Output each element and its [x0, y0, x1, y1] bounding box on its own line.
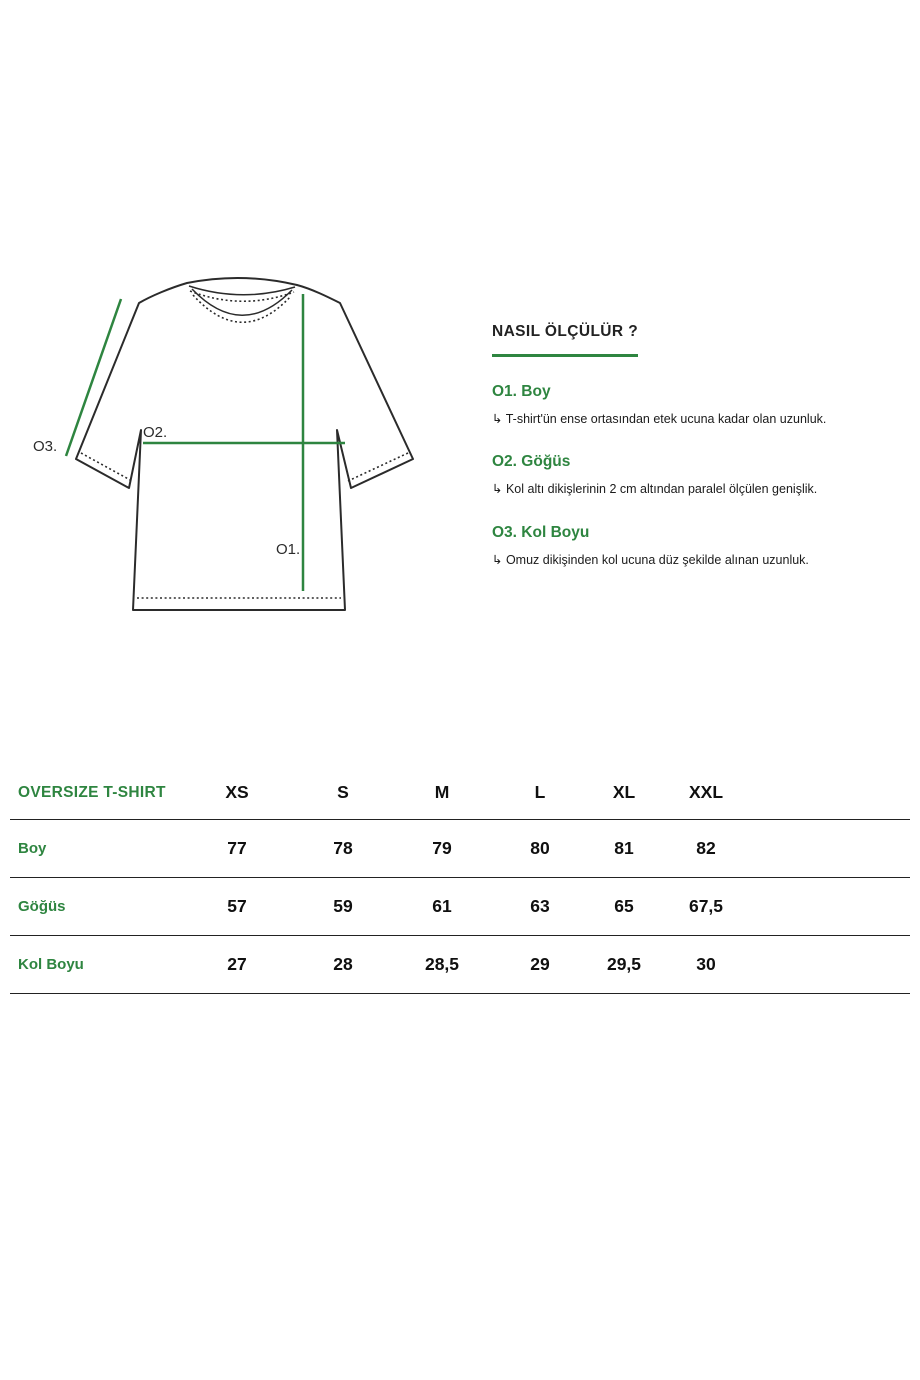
size-value-cell: 61 [432, 896, 452, 916]
diagram-label-o2: O2. [143, 424, 168, 441]
measure-desc-kol-boyu: ↳ Omuz dikişinden kol ucuna düz şekilde alınan uzunluk. [492, 553, 809, 568]
measure-desc-gogus: ↳ Kol altı dikişlerinin 2 cm altından paralel ölçülen genişlik. [492, 482, 818, 497]
size-value-cell: 27 [227, 954, 247, 974]
how-to-measure-section [492, 323, 884, 569]
size-col-header-xl: XL [612, 782, 636, 802]
table-row-gogus [10, 878, 910, 936]
size-value-cell: 28,5 [424, 954, 460, 974]
size-value-cell: 77 [227, 838, 247, 858]
title-underline [492, 354, 638, 357]
row-label: Kol Boyu [18, 956, 84, 973]
size-col-header-s: S [337, 782, 349, 802]
how-to-title: NASIL ÖLÇÜLÜR ? [492, 323, 639, 340]
size-table-title: OVERSIZE T-SHIRT [18, 783, 166, 801]
table-row-boy [10, 820, 910, 878]
size-col-header-m: M [434, 782, 450, 802]
size-value-cell: 29 [530, 954, 550, 974]
size-value-cell: 28 [333, 954, 353, 974]
size-col-header-xxl: XXL [688, 782, 724, 802]
size-value-cell: 78 [333, 838, 353, 858]
size-value-cell: 59 [333, 896, 353, 916]
table-row-kol-boyu [10, 936, 910, 994]
size-value-cell: 82 [696, 838, 716, 858]
measure-heading-boy: O1. Boy [492, 382, 551, 400]
size-value-cell: 29,5 [606, 954, 642, 974]
size-col-header-l: L [534, 782, 546, 802]
size-value-cell: 80 [530, 838, 550, 858]
measure-desc-boy: ↳ T-shirt'ün ense ortasından etek ucuna kadar olan uzunluk. [492, 411, 827, 426]
size-value-cell: 67,5 [688, 896, 724, 916]
row-label: Boy [18, 840, 47, 857]
size-value-cell: 81 [614, 838, 634, 858]
size-table-header-row [10, 766, 910, 820]
size-value-cell: 30 [696, 954, 716, 974]
size-value-cell: 65 [614, 896, 634, 916]
size-value-cell: 63 [530, 896, 550, 916]
size-table [10, 766, 910, 994]
measure-heading-kol-boyu: O3. Kol Boyu [492, 524, 590, 542]
size-col-header-xs: XS [225, 782, 249, 802]
measure-heading-gogus: O2. Göğüs [492, 453, 571, 471]
size-value-cell: 79 [432, 838, 452, 858]
size-value-cell: 57 [227, 896, 247, 916]
diagram-label-o1: O1. [276, 541, 301, 558]
row-label: Göğüs [18, 898, 66, 915]
diagram-label-o3: O3. [33, 438, 58, 455]
